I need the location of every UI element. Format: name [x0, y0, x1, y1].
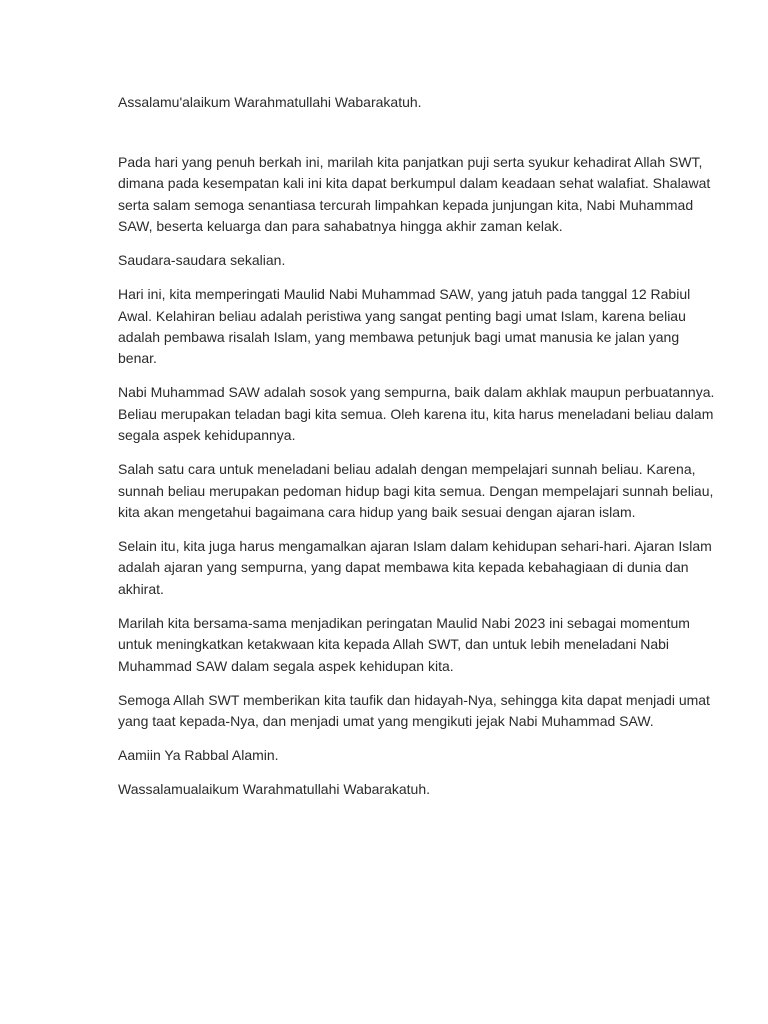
text-line: Aamiin Ya Rabbal Alamin.	[118, 747, 279, 764]
text-line: adalah pembawa risalah Islam, yang membawa petunjuk bagi umat manusia ke jalan yang	[118, 329, 680, 346]
paragraph	[118, 779, 718, 800]
text-line: untuk meningkatkan ketakwaan kita kepada Allah SWT, dan untuk lebih meneladani Nabi	[118, 636, 670, 653]
text-line: Saudara-saudara sekalian.	[118, 252, 286, 269]
paragraph	[118, 459, 718, 523]
paragraph	[118, 745, 718, 766]
text-line: Pada hari yang penuh berkah ini, marilah kita panjatkan puji serta syukur kehadirat Allah SWT,	[118, 154, 703, 170]
paragraph	[118, 250, 718, 271]
text-line: akhirat.	[118, 580, 164, 597]
text-line: serta salam semoga senantiasa tercurah limpahkan kepada junjungan kita, Nabi Muhammad	[118, 196, 694, 213]
text-line: sunnah beliau merupakan pedoman hidup bagi kita semua. Dengan mempelajari sunnah beliau,	[118, 482, 714, 499]
text-line: dimana pada kesempatan kali ini kita dapat berkumpul dalam keadaan sehat walafiat. Shalawat	[118, 175, 711, 192]
text-line: Semoga Allah SWT memberikan kita taufik dan hidayah-Nya, sehingga kita dapat menjadi umat	[118, 691, 710, 708]
paragraph	[118, 284, 718, 370]
paragraph	[118, 536, 718, 600]
text-line: Marilah kita bersama-sama menjadikan peringatan Maulid Nabi 2023 ini sebagai momentum	[118, 614, 690, 631]
text-line: Awal. Kelahiran beliau adalah peristiwa yang sangat penting bagi umat Islam, karena beliau	[118, 307, 686, 324]
text-line: segala aspek kehidupannya.	[118, 427, 296, 444]
text-line: SAW, beserta keluarga dan para sahabatnya hingga akhir zaman kelak.	[118, 218, 563, 235]
paragraph	[118, 690, 718, 733]
greeting-paragraph	[118, 92, 718, 113]
text-line: Nabi Muhammad SAW adalah sosok yang sempurna, baik dalam akhlak maupun perbuatannya.	[118, 384, 715, 401]
document-page	[118, 92, 718, 813]
paragraph	[118, 152, 718, 238]
paragraph	[118, 382, 718, 446]
text-line: kita akan mengetahui bagaimana cara hidup yang baik sesuai dengan ajaran islam.	[118, 504, 636, 521]
text-line: benar.	[118, 350, 157, 367]
text-line: yang taat kepada-Nya, dan menjadi umat yang mengikuti jejak Nabi Muhammad SAW.	[118, 713, 654, 730]
text-line: Selain itu, kita juga harus mengamalkan ajaran Islam dalam kehidupan sehari-hari. Ajaran Islam	[118, 538, 712, 555]
text-line: Assalamu'alaikum Warahmatullahi Wabarakatuh.	[118, 94, 422, 110]
paragraph	[118, 613, 718, 677]
text-line: adalah ajaran yang sempurna, yang dapat membawa kita kepada kebahagiaan di dunia dan	[118, 559, 689, 576]
text-line: Beliau merupakan teladan bagi kita semua. Oleh karena itu, kita harus meneladani beliau dalam	[118, 405, 714, 422]
text-line: Muhammad SAW dalam segala aspek kehidupan kita.	[118, 657, 454, 674]
text-line: Salah satu cara untuk meneladani beliau adalah dengan mempelajari sunnah beliau. Karena,	[118, 461, 696, 478]
text-line: Hari ini, kita memperingati Maulid Nabi Muhammad SAW, yang jatuh pada tanggal 12 Rabiul	[118, 286, 691, 303]
text-line: Wassalamualaikum Warahmatullahi Wabarakatuh.	[118, 781, 431, 798]
